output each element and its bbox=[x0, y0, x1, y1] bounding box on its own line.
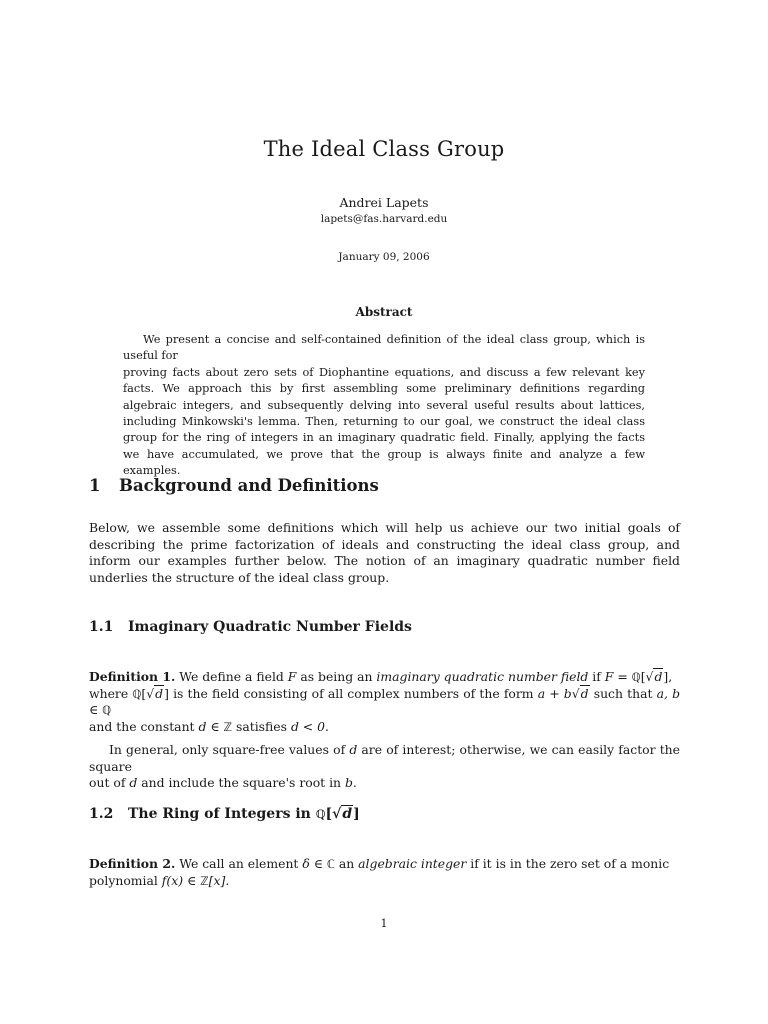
subsection-title: The Ring of Integers in bbox=[128, 806, 316, 822]
text-run: polynomial bbox=[89, 872, 162, 888]
paragraph-line: Below, we assemble some definitions which will help us achieve our two initial goals of describing bbox=[89, 520, 680, 552]
text-run: . bbox=[325, 718, 329, 734]
abstract-line: approach this by first assembling some preliminary definitions regarding algebraic integers, and bbox=[123, 382, 645, 412]
math-symbol: ℂ bbox=[326, 857, 335, 871]
abstract-line: group is always finite and analyze a few examples. bbox=[123, 447, 645, 478]
math-symbol: ℚ bbox=[132, 686, 142, 701]
math-symbol: [ bbox=[325, 806, 333, 822]
abstract-line: imaginary quadratic field. Finally, applying the facts we have accumulated, we prove that the bbox=[123, 431, 646, 461]
text-run: are of interest; otherwise, we can easily factor the square bbox=[89, 742, 680, 774]
subsection-title: Imaginary Quadratic Number Fields bbox=[128, 619, 412, 635]
math-expression: d ∈ bbox=[198, 718, 224, 734]
text-run: where bbox=[89, 685, 133, 701]
subsection-heading bbox=[89, 806, 360, 822]
math-expression: a, b ∈ bbox=[89, 685, 680, 718]
paper-title: The Ideal Class Group bbox=[263, 137, 505, 161]
math-symbol: d bbox=[129, 775, 138, 791]
abstract-heading: Abstract bbox=[355, 305, 413, 319]
text-run: In general, only square-free values of bbox=[109, 742, 350, 757]
sqrt-sign: √ bbox=[645, 669, 654, 684]
sqrt-expression bbox=[646, 668, 664, 684]
abstract-line: subsequently delving into several useful results about lattices, including Minkowski's lemma. bbox=[123, 398, 646, 429]
math-expression: [x] bbox=[208, 872, 226, 888]
definition-1: Definition 1. We define a field F as being an imaginary quadratic number field if F = ℚ[√d], where ℚ[√d] is the field consisting of all complex numbers of the form a + b√d such that a, b ∈ ℚ and the constant d ∈ ℤ satisfies d < 0. bbox=[89, 669, 680, 734]
math-symbol: F bbox=[287, 669, 297, 684]
paragraph-line: the prime factorization of ideals and constructing the ideal class group, and inform our examples bbox=[89, 536, 680, 569]
section-heading bbox=[89, 476, 379, 495]
math-expression: d < 0 bbox=[290, 718, 326, 734]
text-run: such that bbox=[589, 685, 657, 701]
math-symbol: ℚ bbox=[631, 670, 641, 684]
math-symbol: ℚ bbox=[102, 703, 112, 718]
math-symbol: d bbox=[155, 685, 164, 701]
sqrt-expression bbox=[332, 805, 353, 822]
text-run: out of bbox=[89, 775, 130, 791]
sqrt-sign: √ bbox=[332, 806, 342, 822]
defined-term: algebraic integer bbox=[358, 856, 467, 871]
author-name: Andrei Lapets bbox=[339, 195, 429, 210]
definition-label: Definition 2. bbox=[89, 856, 176, 871]
paper-date: January 09, 2006 bbox=[338, 251, 430, 263]
subsection-number: 1.2 bbox=[89, 806, 114, 822]
abstract-line: Then, returning to our goal, we construct the ideal class group for the ring of integers in an bbox=[123, 415, 645, 445]
sqrt-sign: √ bbox=[146, 685, 155, 701]
sqrt-expression bbox=[572, 685, 590, 701]
subsection-heading bbox=[89, 619, 412, 635]
math-symbol: [ bbox=[640, 669, 646, 684]
math-symbol: b bbox=[344, 775, 353, 791]
text-run: if bbox=[588, 669, 605, 684]
math-expression: a + b bbox=[537, 685, 572, 701]
paragraph-line: ideal class group. bbox=[278, 569, 390, 585]
math-expression: f(x) ∈ bbox=[161, 872, 201, 888]
paragraph-line: further below. The notion of an imaginary quadratic number field underlies the structure of the bbox=[89, 553, 680, 585]
text-run: We define a field bbox=[175, 669, 288, 684]
text-run: We call an element bbox=[175, 856, 303, 871]
math-symbol: d bbox=[342, 806, 353, 822]
abstract-line: We present a concise and self-contained definition of the ideal class group, which is useful for bbox=[123, 333, 645, 363]
math-symbol: ℤ bbox=[200, 873, 209, 888]
text-run: . bbox=[225, 872, 230, 888]
math-symbol: [ bbox=[141, 685, 147, 701]
abstract-line: proving facts about zero sets of Diophantine equations, and discuss a few relevant key facts. We bbox=[123, 365, 645, 396]
section-number: 1 bbox=[89, 476, 101, 495]
sqrt-expression bbox=[146, 685, 164, 701]
math-symbol: ℤ bbox=[223, 719, 233, 734]
text-run: and include the square's root in bbox=[137, 775, 345, 791]
math-expression: δ ∈ bbox=[302, 856, 327, 871]
math-symbol: ℚ bbox=[315, 807, 326, 821]
math-symbol: d bbox=[580, 685, 589, 701]
section-title: Background and Definitions bbox=[119, 476, 379, 495]
text-run: satisfies bbox=[232, 718, 291, 734]
sqrt-sign: √ bbox=[571, 685, 580, 701]
text-run: . bbox=[352, 775, 357, 791]
page-number: 1 bbox=[380, 917, 388, 930]
subsection-number: 1.1 bbox=[89, 619, 114, 635]
definition-2 bbox=[89, 856, 680, 889]
text-run: if it is in the zero set of a monic bbox=[466, 856, 670, 871]
text-run: as being an bbox=[296, 669, 377, 684]
math-expression: F = bbox=[604, 669, 632, 684]
math-symbol: ] bbox=[353, 806, 360, 822]
defined-term: imaginary quadratic number field bbox=[376, 669, 589, 684]
abstract-body bbox=[123, 332, 645, 480]
section-intro-paragraph bbox=[89, 520, 680, 586]
math-symbol: ], bbox=[663, 669, 673, 684]
text-run: an bbox=[334, 856, 359, 871]
text-run: and the constant bbox=[89, 718, 199, 734]
definition-label: Definition 1. bbox=[89, 669, 176, 684]
math-symbol: d bbox=[349, 742, 358, 757]
author-email: lapets@fas.harvard.edu bbox=[320, 213, 448, 225]
general-remark-paragraph bbox=[89, 742, 680, 792]
math-symbol: d bbox=[654, 669, 663, 684]
text-run: is the field consisting of all complex numbers of the form bbox=[168, 685, 538, 701]
